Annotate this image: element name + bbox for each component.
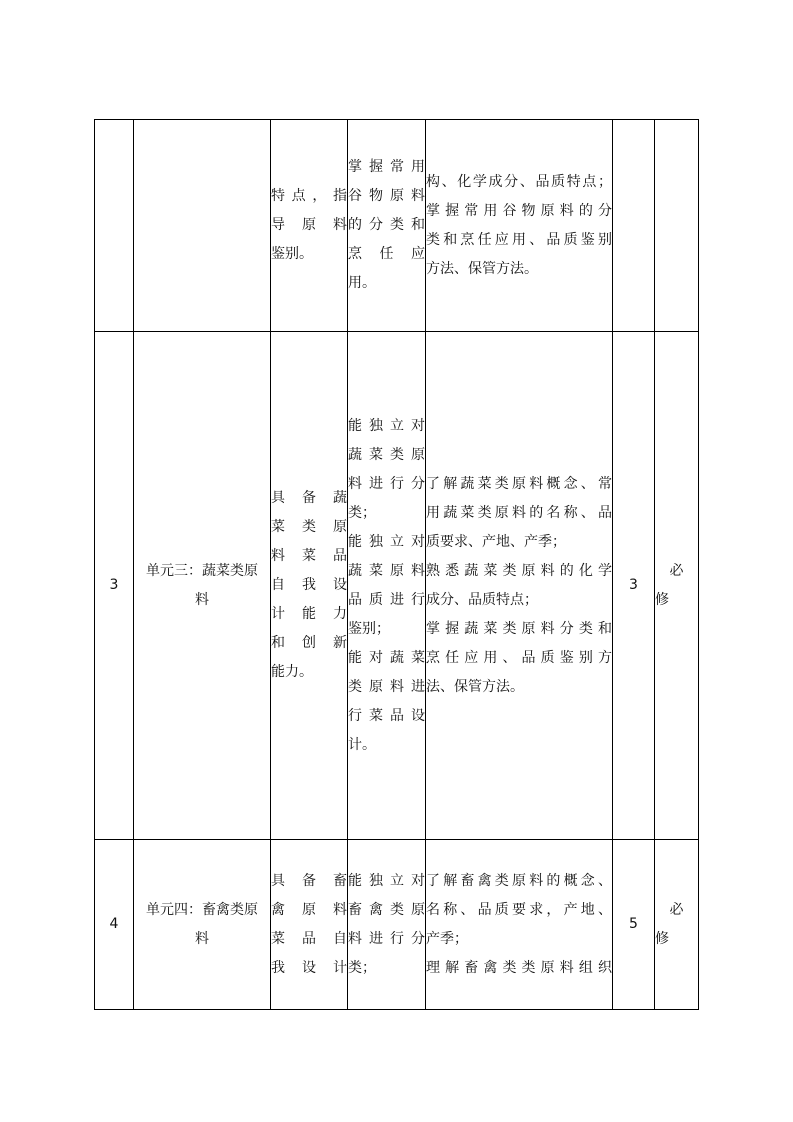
text-line: 蔬菜原料	[348, 562, 425, 579]
text-line: 掌握常用谷物原料的分	[426, 202, 612, 219]
text-line: 能力。	[271, 664, 313, 680]
text-line: 我设计	[271, 959, 347, 976]
text-line: 掌握常用	[348, 159, 425, 175]
ability-goal	[271, 120, 348, 332]
knowledge-goal	[426, 120, 613, 332]
text-line: 了解蔬菜类原料概念、常	[426, 475, 612, 492]
text-line: 和创新	[271, 635, 347, 651]
unit-name	[134, 332, 271, 840]
text-line: 菜类原	[271, 519, 347, 535]
text-line: 理解畜禽类类原料组织	[426, 959, 612, 976]
table-row	[95, 840, 699, 1010]
text-line: 能独立对	[348, 872, 425, 889]
text-line: 用蔬菜类原料的名称、品	[426, 504, 612, 521]
text-line: 能对蔬菜	[348, 649, 425, 666]
text-line: 谷物原料	[348, 188, 425, 204]
text-line: 品质进行	[348, 591, 425, 608]
text-line: 法、保管方法。	[426, 678, 524, 695]
text-line: 料进行分	[348, 475, 425, 492]
text-line: 用。	[348, 275, 376, 291]
unit-name	[134, 120, 271, 332]
text-line: 类；	[348, 959, 376, 976]
table-row	[95, 120, 699, 332]
text-line: 类；	[348, 504, 376, 521]
row-number: 3	[95, 332, 134, 840]
text-line: 的分类和	[348, 217, 425, 233]
table-row	[95, 332, 699, 840]
text-line: 自我设	[271, 577, 347, 593]
text-line: 质要求、产地、产季；	[426, 533, 566, 550]
skill-goal	[348, 120, 426, 332]
text-line: 类和烹任应用、品质鉴别	[426, 231, 612, 248]
knowledge-goal	[426, 332, 613, 840]
text-line: 料进行分	[348, 930, 425, 947]
unit-name-line: 料	[195, 591, 209, 608]
text-line: 方法、保管方法。	[426, 260, 538, 277]
text-line: 具备畜	[271, 872, 347, 889]
text-line: 禽原料	[271, 901, 347, 918]
hours: 5	[613, 840, 655, 1010]
text-line: 畜禽类原	[348, 901, 425, 918]
text-line: 产季；	[426, 930, 468, 947]
row-number: 4	[95, 840, 134, 1010]
requirement-char: 修	[655, 930, 669, 947]
text-line: 构、化学成分、品质特点；	[426, 173, 612, 190]
skill-goal	[348, 840, 426, 1010]
requirement	[655, 840, 699, 1010]
requirement-char: 必	[669, 901, 684, 918]
text-line: 掌握蔬菜类原料分类和	[426, 620, 612, 637]
requirement-char: 必	[669, 562, 684, 579]
hours: 3	[613, 332, 655, 840]
text-line: 计。	[348, 736, 376, 753]
text-line: 具备蔬	[271, 490, 347, 506]
row-number	[95, 120, 134, 332]
text-line: 特点，指	[271, 188, 347, 204]
unit-name-line: 单元三：蔬菜类原	[146, 562, 258, 579]
text-line: 料菜品	[271, 548, 347, 564]
unit-name-line: 单元四：畜禽类原	[146, 901, 258, 918]
text-line: 能独立对	[348, 417, 425, 434]
hours	[613, 120, 655, 332]
skill-goal	[348, 332, 426, 840]
text-line: 名称、品质要求，产地、	[426, 901, 612, 918]
ability-goal	[271, 840, 348, 1010]
text-line: 行菜品设	[348, 707, 425, 724]
text-line: 菜品自	[271, 930, 347, 947]
text-line: 鉴别；	[348, 620, 390, 637]
text-line: 蔬菜类原	[348, 446, 425, 463]
text-line: 熟悉蔬菜类原料的化学	[426, 562, 612, 579]
text-line: 成分、品质特点；	[426, 591, 538, 608]
curriculum-table	[94, 119, 699, 1010]
unit-name-line: 料	[195, 930, 209, 947]
text-line: 烹任应用、品质鉴别方	[426, 649, 612, 666]
text-line: 烹任应	[348, 246, 425, 262]
unit-name	[134, 840, 271, 1010]
text-line: 了解畜禽类原料的概念、	[426, 872, 612, 889]
text-line: 能独立对	[348, 533, 425, 550]
requirement-char: 修	[655, 591, 669, 608]
requirement	[655, 120, 699, 332]
text-line: 导原料	[271, 217, 347, 233]
text-line: 鉴别。	[271, 246, 313, 262]
ability-goal	[271, 332, 348, 840]
requirement	[655, 332, 699, 840]
text-line: 计能力	[271, 606, 347, 622]
knowledge-goal	[426, 840, 613, 1010]
text-line: 类原料进	[348, 678, 425, 695]
